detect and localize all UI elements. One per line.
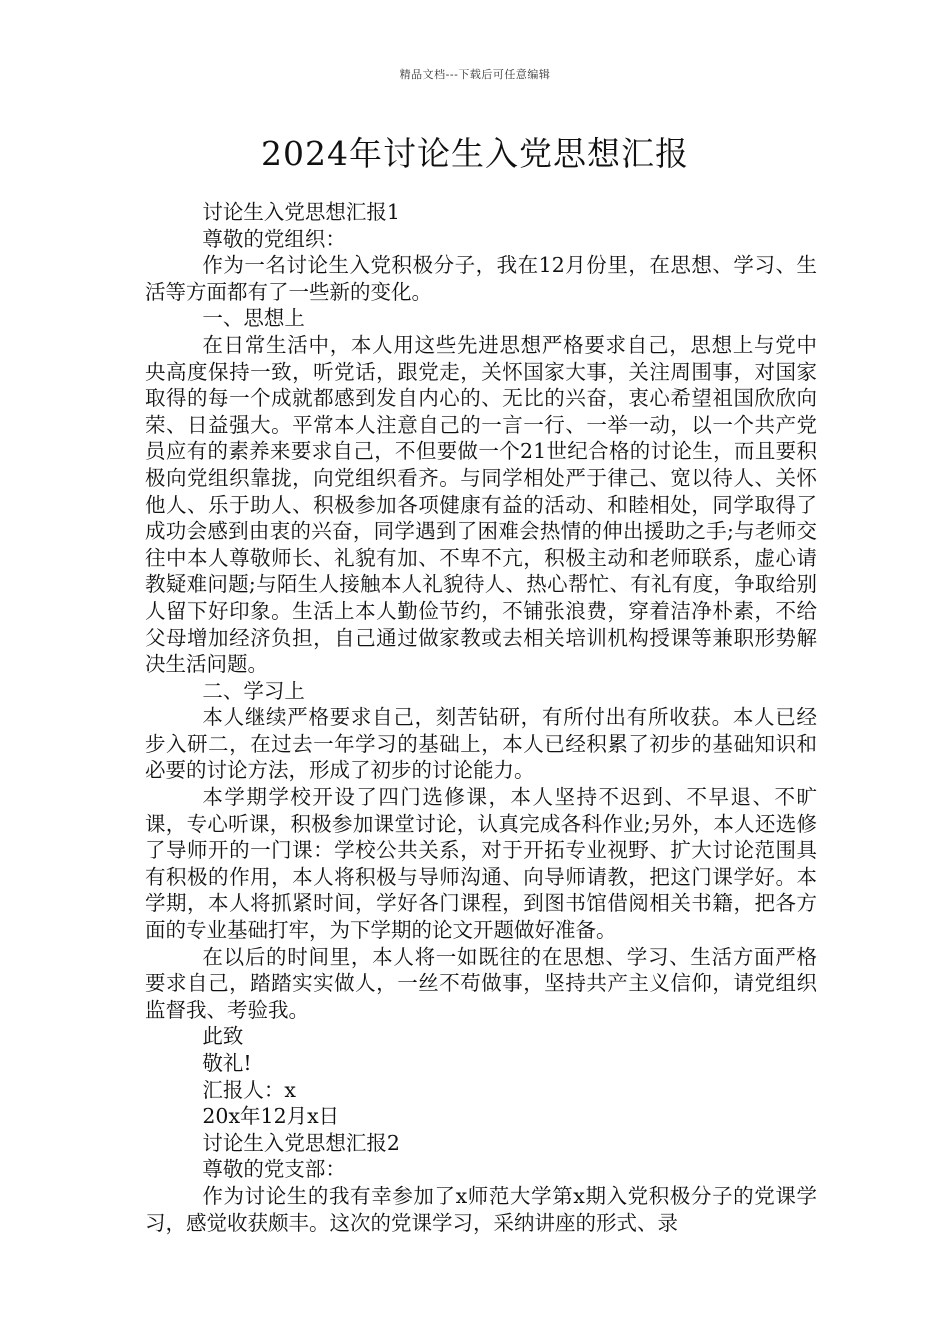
section-heading: 一、思想上 <box>202 306 305 331</box>
paragraph: 本人继续严格要求自己，刻苦钻研，有所付出有所收获。本人已经步入研二，在过去一年学习的基础上，本人已经积累了初步的基础知识和必要的讨论方法，形成了初步的讨论能力。 <box>145 705 817 783</box>
signature-line: 汇报人：x <box>202 1077 296 1102</box>
paragraph: 在日常生活中，本人用这些先进思想严格要求自己，思想上与党中央高度保持一致，听党话，跟党走，关怀国家大事，关注周围事，对国家取得的每一个成就都感到发自内心的、无比的兴奋，衷心希望祖国欣欣向荣、日益强大。平常本人注意自己的一言一行、一举一动，以一个共产党员应有的素养来要求自己，不但要做一个21世纪合格的讨论生，而且要积极向党组织靠拢，向党组织看齐。与同学相处严于律己、宽以待人、关怀他人、乐于助人、积极参加各项健康有益的活动、和睦相处，同学取得了成功会感到由衷的兴奋，同学遇到了困难会热情的伸出援助之手;与老师交往中本人尊敬师长、礼貌有加、不卑不亢，积极主动和老师联系，虚心请教疑难问题;与陌生人接触本人礼貌待人、热心帮忙、有礼有度，争取给别人留下好印象。生活上本人勤俭节约，不铺张浪费，穿着洁净朴素，不给父母增加经济负担，自己通过做家教或去相关培训机构授课等兼职形势解决生活问题。 <box>145 332 817 677</box>
salutation: 尊敬的党组织： <box>202 226 346 251</box>
section-heading: 二、学习上 <box>202 678 305 703</box>
closing-line: 此致 <box>202 1024 244 1049</box>
document-title: 2024年讨论生入党思想汇报 <box>261 134 689 173</box>
paragraph: 本学期学校开设了四门选修课，本人坚持不迟到、不早退、不旷课，专心听课，积极参加课堂讨论，认真完成各科作业;另外，本人还选修了导师开的一门课：学校公共关系，对于开拓专业视野、扩大讨论范围具有积极的作用，本人将积极与导师沟通、向导师请教，把这门课学好。本学期，本人将抓紧时间，学好各门课程，到图书馆借阅相关书籍，把各方面的专业基础打牢，为下学期的论文开题做好准备。 <box>145 785 817 943</box>
paragraph: 在以后的时间里，本人将一如既往的在思想、学习、生活方面严格要求自己，踏踏实实做人，一丝不苟做事，坚持共产主义信仰，请党组织监督我、考验我。 <box>145 944 817 1022</box>
salutation: 尊敬的党支部： <box>202 1157 346 1182</box>
section-heading: 讨论生入党思想汇报1 <box>202 200 400 224</box>
document-body <box>145 199 817 1236</box>
header-note: 精品文档---下载后可任意编辑 <box>399 68 551 81</box>
paragraph: 作为讨论生的我有幸参加了x师范大学第x期入党积极分子的党课学习，感觉收获颇丰。这次的党课学习，采纳讲座的形式、录 <box>145 1183 817 1235</box>
section-heading: 讨论生入党思想汇报2 <box>202 1130 400 1155</box>
paragraph: 作为一名讨论生入党积极分子，我在12月份里，在思想、学习、生活等方面都有了一些新的变化。 <box>145 253 817 304</box>
closing-line: 敬礼! <box>202 1051 252 1075</box>
date-line: 20x年12月x日 <box>202 1104 340 1129</box>
